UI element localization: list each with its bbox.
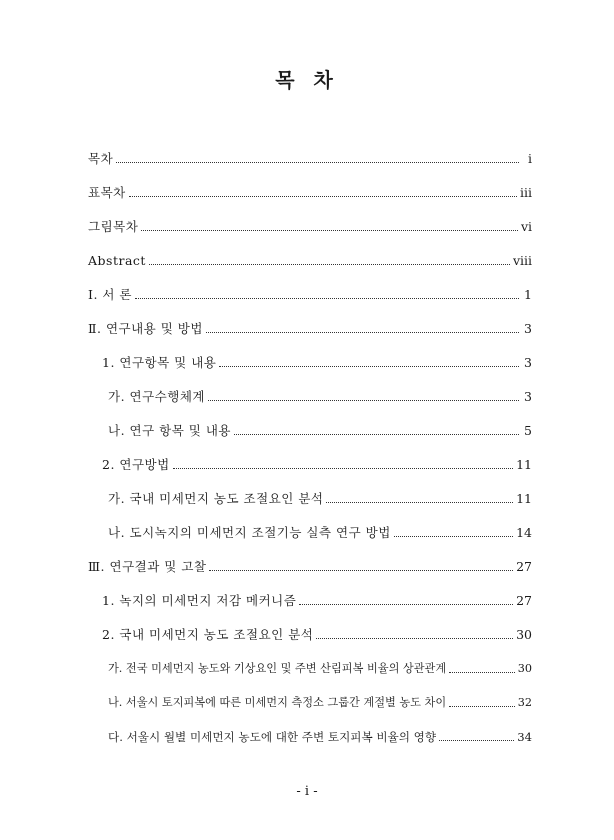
toc-entry-label: 2. 연구방법 (102, 457, 170, 472)
toc-entry[interactable] (108, 485, 532, 507)
toc-entry[interactable] (88, 247, 532, 269)
toc-entry-page: vi (520, 219, 532, 234)
toc-entry-label: 1. 녹지의 미세먼지 저감 메커니즘 (102, 593, 297, 608)
toc-entry[interactable] (108, 689, 532, 711)
toc-entry-page: 11 (516, 491, 532, 506)
toc-entry-page: 30 (516, 627, 532, 642)
toc-entry-label: 표목차 (88, 185, 126, 200)
toc-entry-label: Abstract (88, 253, 146, 268)
toc-entry-label: 1. 연구항목 및 내용 (102, 355, 217, 370)
toc-entry-label: 가. 국내 미세먼지 농도 조절요인 분석 (108, 491, 324, 506)
toc-entry-page: 27 (516, 559, 532, 574)
toc-entry[interactable] (88, 145, 532, 167)
toc-entry-label: 나. 연구 항목 및 내용 (108, 423, 231, 438)
toc-dot-leader (299, 603, 513, 605)
toc-entry-page: 30 (517, 662, 532, 675)
toc-dot-leader (316, 637, 513, 639)
toc-entry[interactable] (102, 349, 532, 371)
page-title: 목 차 (275, 68, 339, 92)
toc-entry-page: i (528, 151, 532, 166)
toc-entry[interactable] (108, 383, 532, 405)
toc-entry[interactable] (108, 655, 532, 677)
toc-entry-label: Ⅲ. 연구결과 및 고찰 (88, 559, 207, 574)
toc-entry[interactable] (88, 281, 532, 303)
toc-entry-label: 가. 전국 미세먼지 농도와 기상요인 및 주변 산림피복 비율의 상관관계 (108, 662, 447, 675)
toc-entry-label: 2. 국내 미세먼지 농도 조절요인 분석 (102, 627, 314, 642)
toc-entry-page: 11 (516, 457, 532, 472)
toc-dot-leader (116, 161, 519, 163)
toc-entry[interactable] (88, 315, 532, 337)
toc-dot-leader (439, 739, 514, 741)
toc-entry-page: 27 (516, 593, 532, 608)
toc-entry-page: 5 (524, 423, 532, 438)
toc-dot-leader (206, 331, 519, 333)
toc-entry[interactable] (102, 451, 532, 473)
toc-dot-leader (234, 433, 519, 435)
toc-dot-leader (173, 467, 513, 469)
toc-entry[interactable] (88, 553, 532, 575)
page-number-footer: - i - (296, 784, 318, 799)
toc-entry[interactable] (88, 179, 532, 201)
toc-entry-label: Ⅱ. 연구내용 및 방법 (88, 321, 203, 336)
toc-entry-label: 나. 서울시 토지피복에 따른 미세먼지 측정소 그룹간 계절별 농도 차이 (108, 696, 447, 709)
toc-entry-label: 나. 도시녹지의 미세먼지 조절기능 실측 연구 방법 (108, 525, 391, 540)
toc-dot-leader (141, 229, 518, 231)
toc-dot-leader (449, 671, 515, 673)
toc-entry-page: 3 (524, 389, 532, 404)
toc-dot-leader (326, 501, 513, 503)
toc-dot-leader (129, 195, 517, 197)
toc-entry-page: 14 (516, 525, 532, 540)
toc-entry-page: 3 (524, 355, 532, 370)
toc-dot-leader (149, 263, 510, 265)
toc-entry-label: 다. 서울시 월별 미세먼지 농도에 대한 주변 토지피복 비율의 영향 (108, 730, 437, 744)
toc-dot-leader (394, 535, 513, 537)
toc-entry-label: 그림목차 (88, 219, 139, 234)
toc-entry-page: 3 (524, 321, 532, 336)
toc-entry[interactable] (88, 213, 532, 235)
toc-dot-leader (219, 365, 519, 367)
toc-dot-leader (209, 569, 513, 571)
toc-entry[interactable] (102, 621, 532, 643)
toc-entry[interactable] (108, 723, 532, 745)
toc-entry[interactable] (108, 417, 532, 439)
toc-entry-page: iii (520, 185, 532, 200)
toc-entry-page: 1 (524, 287, 532, 302)
toc-dot-leader (449, 705, 515, 707)
toc-entry-label: 목차 (88, 151, 114, 166)
toc-entry[interactable] (102, 587, 532, 609)
toc-dot-leader (135, 297, 519, 299)
toc-entry-label: Ⅰ. 서 론 (88, 287, 133, 302)
toc-dot-leader (208, 399, 519, 401)
toc-entry[interactable] (108, 519, 532, 541)
toc-entry-page: 32 (517, 696, 532, 709)
toc-entry-label: 가. 연구수행체계 (108, 389, 205, 404)
toc-entry-page: 34 (517, 730, 532, 744)
toc-entry-page: viii (512, 253, 532, 268)
